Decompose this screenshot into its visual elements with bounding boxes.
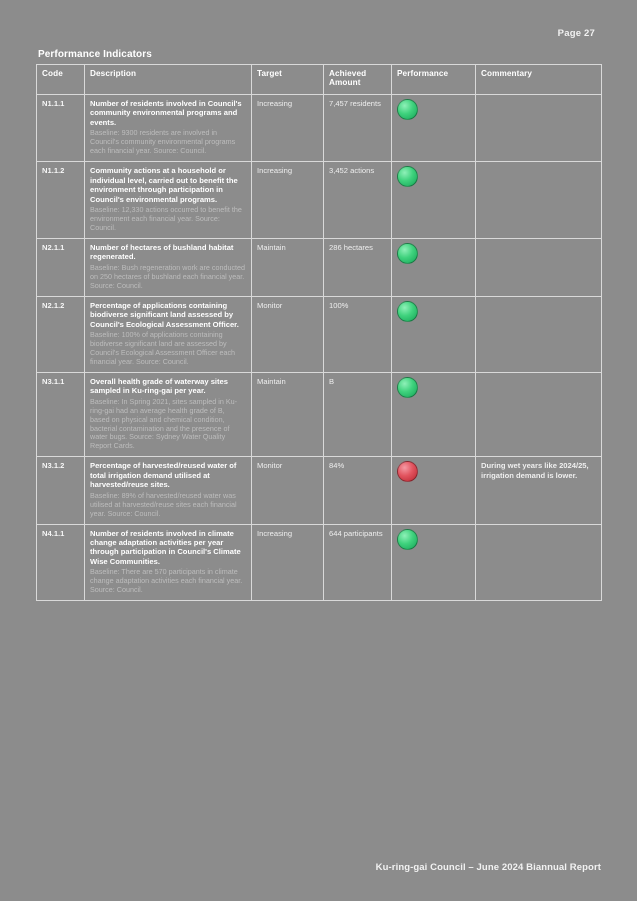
cell-target: Increasing (252, 95, 324, 162)
status-indicator-green-icon (397, 377, 418, 398)
description-note: Baseline: There are 570 participants in climate change adaptation activities each financial year. Source: Council. (90, 567, 243, 595)
page-number: Page 27 (557, 28, 595, 39)
cell-commentary (476, 372, 602, 457)
status-indicator-green-icon (397, 301, 418, 322)
table-body (37, 95, 602, 601)
cell-commentary (476, 524, 602, 601)
table-header-row (37, 65, 602, 95)
cell-code: N4.1.1 (37, 524, 85, 601)
cell-code: N2.1.1 (37, 238, 85, 296)
cell-performance (392, 296, 476, 372)
cell-target: Monitor (252, 457, 324, 524)
table-row (37, 162, 602, 239)
cell-commentary (476, 162, 602, 239)
cell-description (85, 162, 252, 239)
description-lead: Number of residents involved in Council's community environmental programs and events. (90, 99, 242, 127)
description-note: Baseline: In Spring 2021, sites sampled in Ku-ring-gai had an average health grade of B, based on physical and chemical condition, bacterial contamination and the presence of water bugs. Source: Sydney Water Quality Report Cards. (90, 396, 238, 451)
cell-description (85, 457, 252, 524)
page-title: Performance Indicators (38, 49, 152, 60)
table-row (37, 296, 602, 372)
cell-performance (392, 524, 476, 601)
table-row (37, 95, 602, 162)
column-header-description: Description (85, 65, 252, 95)
description-lead: Number of hectares of bushland habitat regenerated. (90, 242, 234, 262)
cell-achieved-amount: 84% (324, 457, 392, 524)
cell-target: Increasing (252, 524, 324, 601)
column-header-code: Code (37, 65, 85, 95)
cell-target: Maintain (252, 372, 324, 457)
description-lead: Overall health grade of waterway sites sampled in Ku-ring-gai per year. (90, 376, 229, 396)
cell-performance (392, 238, 476, 296)
table-row (37, 457, 602, 524)
cell-code: N2.1.2 (37, 296, 85, 372)
table-row (37, 238, 602, 296)
column-header-achieved-amount: Achieved Amount (324, 65, 392, 95)
cell-achieved-amount: B (324, 372, 392, 457)
status-indicator-green-icon (397, 529, 418, 550)
description-lead: Percentage of applications containing biodiverse significant land assessed by Council's Ecological Assessment Officer. (90, 300, 239, 329)
cell-performance (392, 372, 476, 457)
cell-description (85, 524, 252, 601)
column-header-commentary: Commentary (476, 65, 602, 95)
description-note: Baseline: Bush regeneration work are conducted on 250 hectares of bushland each financial year. Source: Council. (90, 262, 246, 290)
description-lead: Percentage of harvested/reused water of total irrigation demand utilised at harvested/reuse sites. (90, 461, 237, 490)
cell-performance (392, 162, 476, 239)
cell-performance (392, 457, 476, 524)
cell-code: N3.1.2 (37, 457, 85, 524)
cell-code: N3.1.1 (37, 372, 85, 457)
cell-target: Maintain (252, 238, 324, 296)
status-indicator-green-icon (397, 99, 418, 120)
status-indicator-red-icon (397, 461, 418, 482)
column-header-target: Target (252, 65, 324, 95)
cell-code: N1.1.2 (37, 162, 85, 239)
column-header-performance: Performance (392, 65, 476, 95)
cell-target: Monitor (252, 296, 324, 372)
cell-description (85, 238, 252, 296)
table-row (37, 524, 602, 601)
description-lead: Number of residents involved in climate change adaptation activities per year through participation in Council's Climate Wise Communities. (90, 528, 241, 566)
table-row (37, 372, 602, 457)
cell-commentary (476, 95, 602, 162)
description-note: Baseline: 9300 residents are involved in Council's community environmental programs each financial year. Source: Council. (90, 128, 236, 156)
cell-performance (392, 95, 476, 162)
page-footer: Ku-ring-gai Council – June 2024 Biannual Report (375, 862, 601, 873)
description-lead: Community actions at a household or individual level, carried out to benefit the environment through participation in Council's environmental programs. (90, 166, 238, 204)
status-indicator-green-icon (397, 243, 418, 264)
cell-description (85, 95, 252, 162)
cell-commentary: During wet years like 2024/25, irrigation demand is lower. (476, 457, 602, 524)
cell-achieved-amount: 286 hectares (324, 238, 392, 296)
cell-achieved-amount: 100% (324, 296, 392, 372)
cell-achieved-amount: 7,457 residents (324, 95, 392, 162)
description-note: Baseline: 12,330 actions occurred to benefit the environment each financial year. Source: Council. (90, 205, 242, 232)
description-note: Baseline: 89% of harvested/reused water was utilised at harvested/reuse sites each financial year. Source: Council. (90, 490, 237, 518)
cell-target: Increasing (252, 162, 324, 239)
cell-description (85, 372, 252, 457)
cell-commentary (476, 296, 602, 372)
performance-indicators-table (36, 64, 602, 601)
cell-commentary (476, 238, 602, 296)
cell-achieved-amount: 3,452 actions (324, 162, 392, 239)
description-note: Baseline: 100% of applications containing biodiverse significant land are assessed by Council's Ecological Assessment Officer each financial year. Source: Council. (90, 330, 236, 366)
cell-description (85, 296, 252, 372)
cell-achieved-amount: 644 participants (324, 524, 392, 601)
status-indicator-green-icon (397, 166, 418, 187)
cell-code: N1.1.1 (37, 95, 85, 162)
